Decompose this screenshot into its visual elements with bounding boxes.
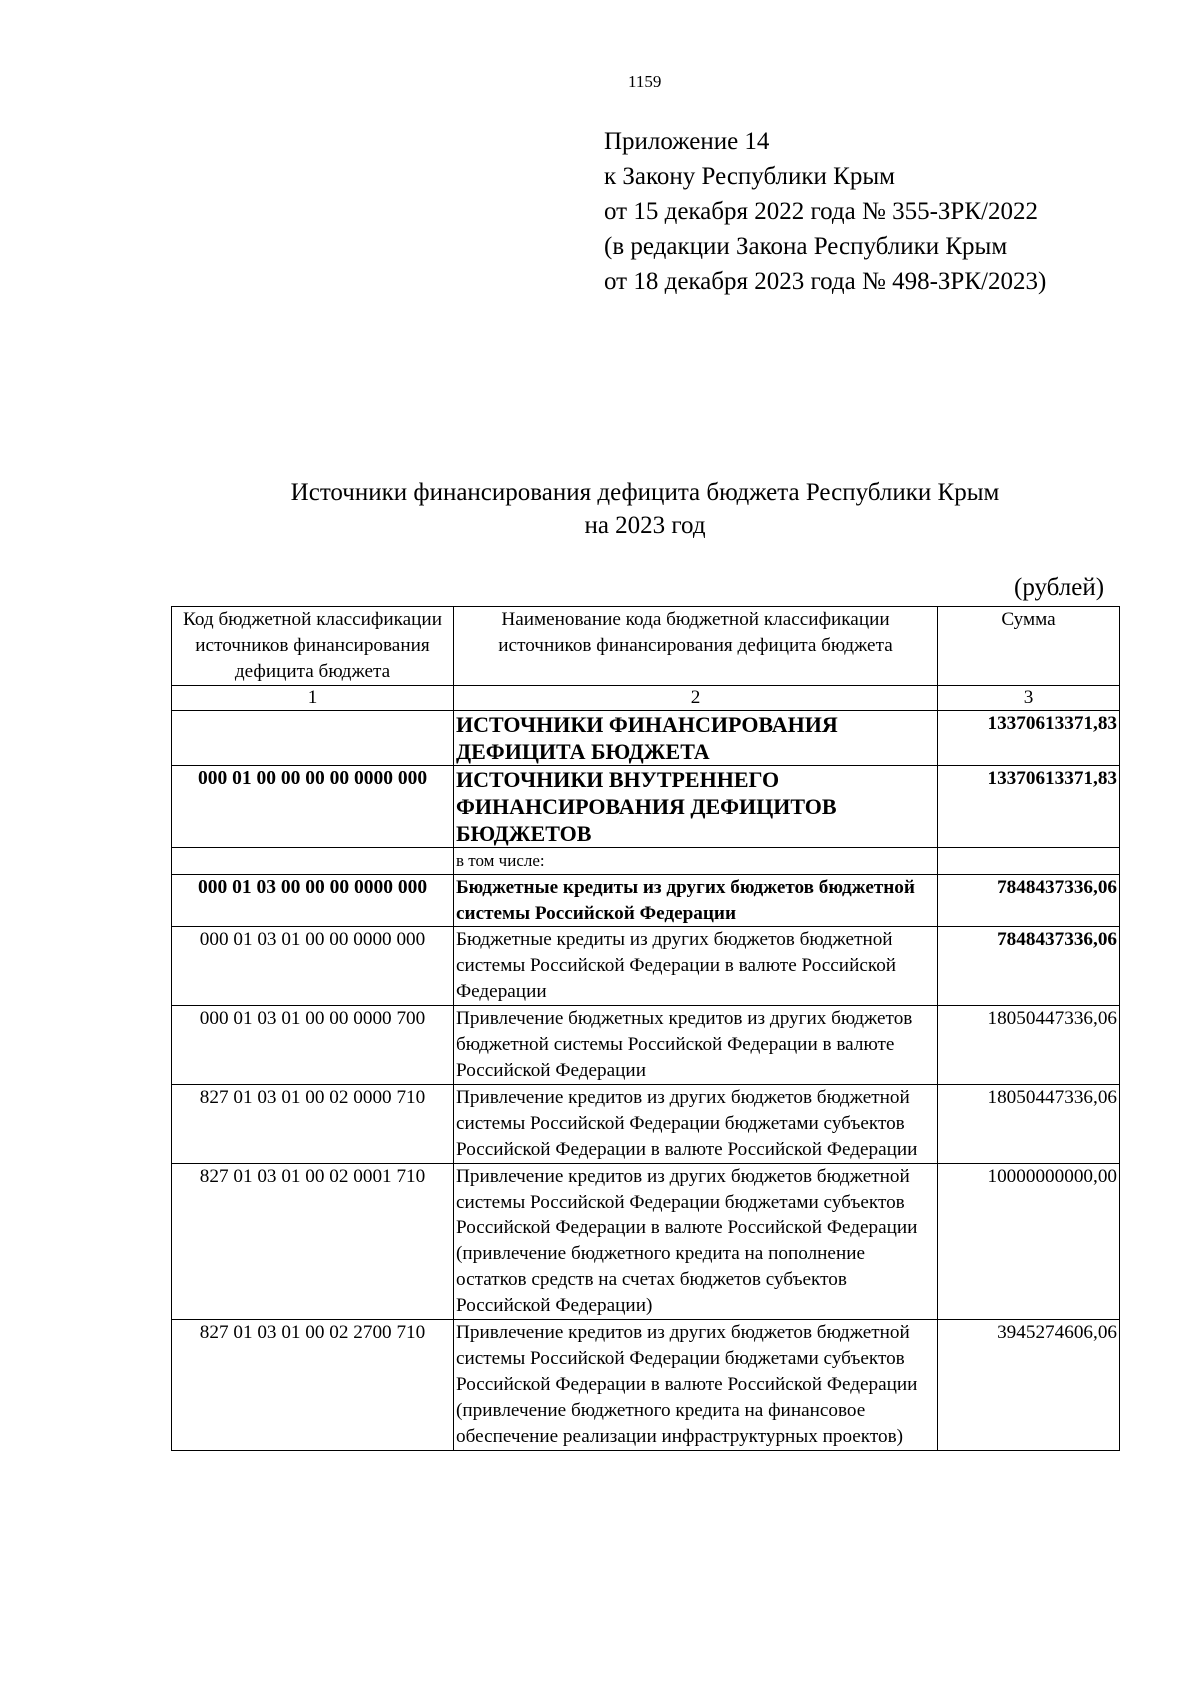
row-name: Бюджетные кредиты из других бюджетов бюджетной системы Российской Федерации в валюте Российской Федерации (454, 927, 938, 1006)
row-code: 000 01 00 00 00 00 0000 000 (172, 765, 454, 847)
units-label: (рублей) (1014, 574, 1105, 601)
row-amount: 18050447336,06 (938, 1084, 1120, 1163)
table-row (172, 847, 1120, 874)
table-row (172, 710, 1120, 765)
header-amount: Сумма (938, 607, 1120, 686)
table-row (172, 927, 1120, 1006)
row-code: 000 01 03 01 00 00 0000 700 (172, 1006, 454, 1085)
appendix-line: к Закону Республики Крым (604, 163, 895, 190)
row-code: 827 01 03 01 00 02 0001 710 (172, 1163, 454, 1319)
row-code: 827 01 03 01 00 02 0000 710 (172, 1084, 454, 1163)
row-amount: 10000000000,00 (938, 1163, 1120, 1319)
document-title (0, 476, 1200, 542)
row-code: 000 01 03 01 00 00 0000 000 (172, 927, 454, 1006)
row-amount: 7848437336,06 (938, 874, 1120, 927)
header-code: Код бюджетной классификации источников финансирования дефицита бюджета (172, 607, 454, 686)
row-name: Привлечение кредитов из других бюджетов бюджетной системы Российской Федерации бюджетами субъектов Российской Федерации в валюте Российской Федерации (454, 1084, 938, 1163)
table-row (172, 1084, 1120, 1163)
row-amount: 3945274606,06 (938, 1320, 1120, 1451)
table-row (172, 1163, 1120, 1319)
column-number: 2 (454, 685, 938, 710)
title-line-2: на 2023 год (584, 512, 706, 539)
row-amount: 7848437336,06 (938, 927, 1120, 1006)
appendix-line: от 15 декабря 2022 года № 355-ЗРК/2022 (604, 198, 1038, 225)
row-name: в том числе: (454, 847, 938, 874)
row-code: 827 01 03 01 00 02 2700 710 (172, 1320, 454, 1451)
appendix-line: от 18 декабря 2023 года № 498-ЗРК/2023) (604, 268, 1047, 295)
header-name: Наименование кода бюджетной классификации источников финансирования дефицита бюджета (454, 607, 938, 686)
table-row (172, 874, 1120, 927)
title-line-1: Источники финансирования дефицита бюджета Республики Крым (290, 479, 1000, 506)
appendix-line: Приложение 14 (604, 128, 770, 155)
row-amount: 13370613371,83 (938, 765, 1120, 847)
appendix-line: (в редакции Закона Республики Крым (604, 233, 1008, 260)
column-number: 3 (938, 685, 1120, 710)
row-name: ИСТОЧНИКИ ВНУТРЕННЕГО ФИНАНСИРОВАНИЯ ДЕФИЦИТОВ БЮДЖЕТОВ (454, 765, 938, 847)
row-amount: 13370613371,83 (938, 710, 1120, 765)
sources-table (171, 606, 1120, 1451)
page-number: 1159 (628, 72, 662, 91)
column-number: 1 (172, 685, 454, 710)
row-name: Привлечение кредитов из других бюджетов бюджетной системы Российской Федерации бюджетами субъектов Российской Федерации в валюте Российской Федерации (привлечение бюджетного кредита на финансовое обеспечение реализации инфраструктурных проектов) (454, 1320, 938, 1451)
table-header-row (172, 607, 1120, 686)
row-code (172, 710, 454, 765)
column-number-row (172, 685, 1120, 710)
appendix-header (604, 124, 1046, 299)
row-name: Привлечение кредитов из других бюджетов бюджетной системы Российской Федерации бюджетами субъектов Российской Федерации в валюте Российской Федерации (привлечение бюджетного кредита на пополнение остатков средств на счетах бюджетов субъектов Российской Федерации) (454, 1163, 938, 1319)
row-name: Привлечение бюджетных кредитов из других бюджетов бюджетной системы Российской Федерации в валюте Российской Федерации (454, 1006, 938, 1085)
table-row (172, 1320, 1120, 1451)
row-code: 000 01 03 00 00 00 0000 000 (172, 874, 454, 927)
table-row (172, 765, 1120, 847)
row-name: ИСТОЧНИКИ ФИНАНСИРОВАНИЯ ДЕФИЦИТА БЮДЖЕТА (454, 710, 938, 765)
row-name: Бюджетные кредиты из других бюджетов бюджетной системы Российской Федерации (454, 874, 938, 927)
row-code (172, 847, 454, 874)
row-amount: 18050447336,06 (938, 1006, 1120, 1085)
table-row (172, 1006, 1120, 1085)
row-amount (938, 847, 1120, 874)
